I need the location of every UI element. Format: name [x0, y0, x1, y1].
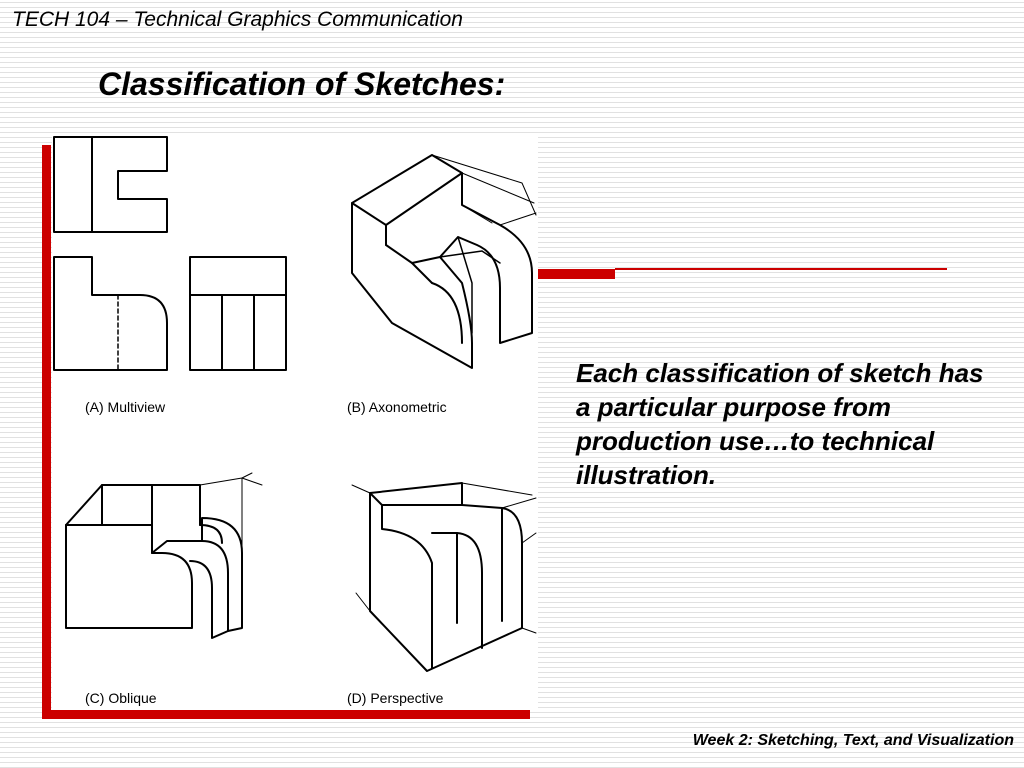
perspective-sketch — [352, 483, 536, 671]
caption-perspective: (D) Perspective — [347, 690, 444, 706]
multiview-sketch — [54, 137, 286, 370]
sketch-drawings — [52, 133, 538, 710]
divider-thin-line — [615, 268, 947, 270]
course-title: TECH 104 – Technical Graphics Communication — [12, 8, 463, 31]
accent-bar-vertical — [42, 145, 51, 719]
divider-thick-bar — [538, 269, 615, 279]
caption-axonometric: (B) Axonometric — [347, 399, 447, 415]
slide-title: Classification of Sketches: — [98, 66, 506, 102]
caption-oblique: (C) Oblique — [85, 690, 157, 706]
axonometric-sketch — [352, 155, 536, 368]
oblique-sketch — [66, 473, 262, 638]
accent-bar-bottom — [42, 710, 530, 719]
caption-multiview: (A) Multiview — [85, 399, 166, 415]
footer-text: Week 2: Sketching, Text, and Visualization — [692, 732, 1014, 749]
sketch-classification-figure — [52, 133, 538, 710]
body-text: Each classification of sketch has a particular purpose from production use…to technical illustration. — [576, 358, 984, 490]
